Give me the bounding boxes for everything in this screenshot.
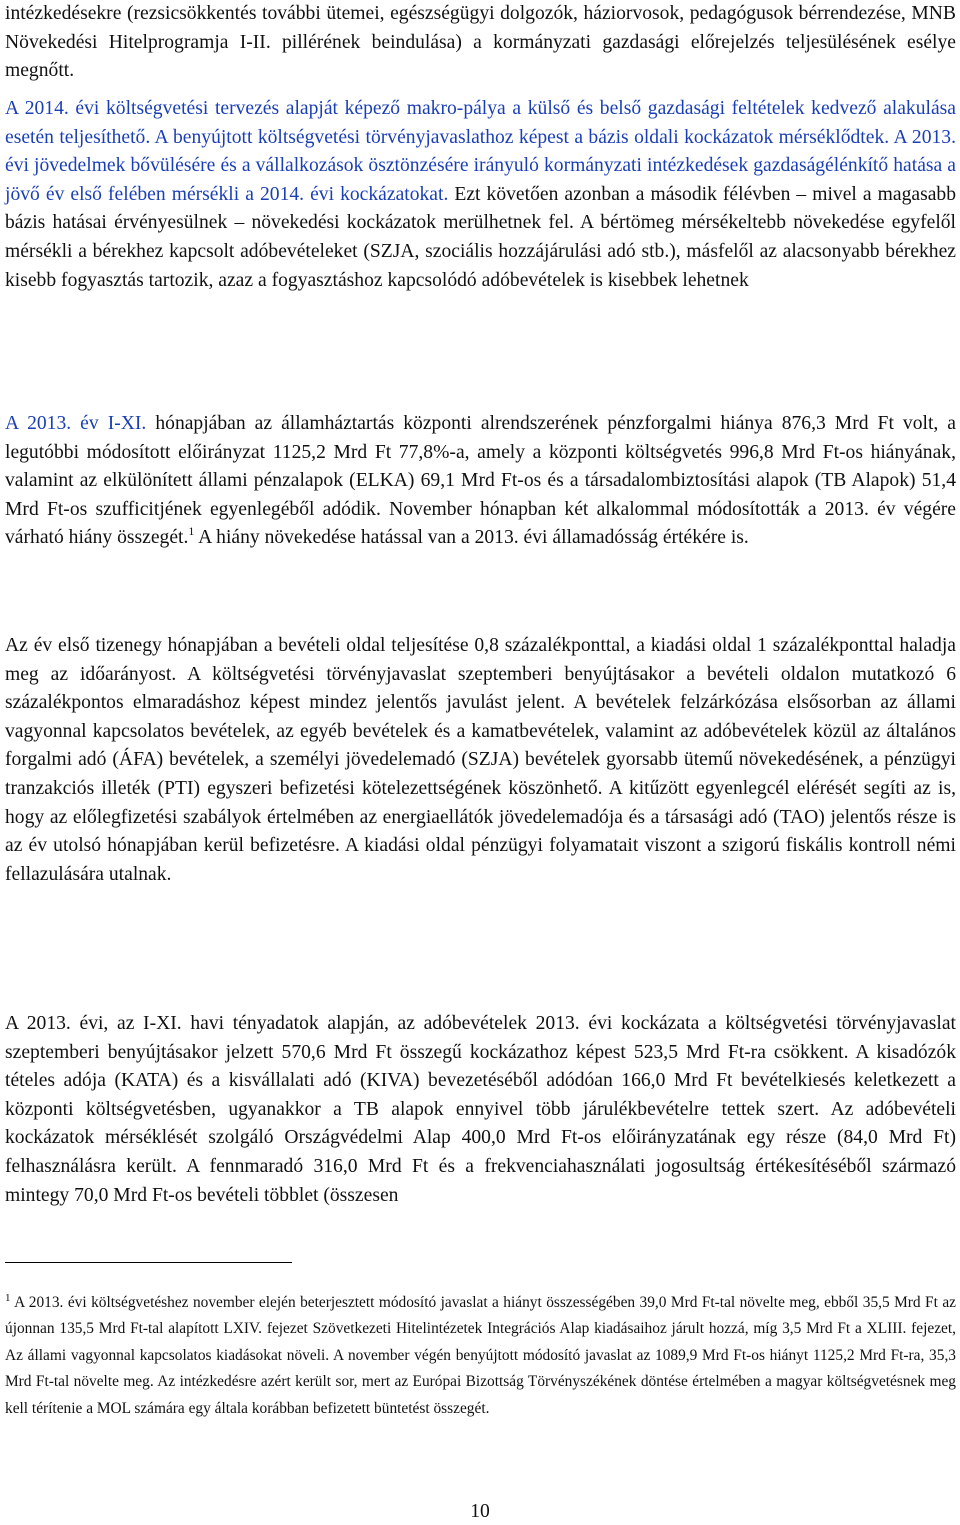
paragraph-revenue-expenditure — [5, 632, 956, 889]
footnote — [5, 1290, 956, 1422]
footnote-divider — [5, 1262, 292, 1263]
paragraph-tax-risk — [5, 1010, 956, 1210]
paragraph-text: hónapjában az államháztartás központi alrendszerének pénzforgalmi hiánya 876,3 Mrd Ft volt, a legutóbbi módosított előirányzat 1125,2 Mrd Ft 77,8%-a, amely a központi költségvetés 996,8 Mrd Ft-os hiányának, valamint az elkülönített állami pénzalapok (ELKA) 69,1 Mrd Ft-os és a társadalombiztosítási alapok (TB Alapok) 51,4 Mrd Ft-os szufficitjének egyenlegéből adódik. November hónapban két alkalommal módosították a 2013. év végére várható hiány összegét. — [5, 413, 957, 549]
footnote-reference[interactable]: 1 — [188, 524, 195, 539]
paragraph-deficit — [5, 410, 956, 553]
footnote-number: 1 — [5, 1292, 11, 1304]
paragraph-intro-continuation — [5, 0, 956, 86]
paragraph-text: Az év első tizenegy hónapjában a bevételi oldal teljesítése 0,8 százalékponttal, a kiadási oldal 1 százalékponttal haladja meg az időarányost. A költségvetési törvényjavaslat szeptemberi benyújtásakor a bevételi oldalon mutatkozó 6 százalékpontos elmaradáshoz képest mindez jelentős javulást jelent. A bevételek felzárkózása elsősorban az állami vagyonnal kapcsolatos bevételek, az egyéb bevételek és a kamatbevételek, valamint az adóbevételek közül az általános forgalmi adó (ÁFA) bevételek, a személyi jövedelemadó (SZJA) bevételek gyorsabb ütemű növekedésének, a pénzügyi tranzakciós illeték (PTI) egyszeri befizetési kötelezettségének köszönhető. A kitűzött egyenlegcél elérését segíti az is, hogy az előlegfizetési szabályok értelmében az energiaellátók jövedelemadója és a társasági adó (TAO) jelentős része is az év utolsó hónapjában kerül befizetésre. A kiadási oldal pénzügyi folyamatait viszont a szigorú fiskális kontroll némi fellazulására utalnak. — [5, 635, 956, 885]
page-number: 10 — [470, 1501, 490, 1522]
highlighted-text: A 2014. évi költségvetési tervezés alapját képező makro-pálya a külső és belső gazdasági feltételek kedvező alakulása esetén teljesíthető. A benyújtott költségvetési törvényjavaslathoz képest a bázis oldali kockázatok mérséklődtek. A 2013. évi jövedelmek bővülésére és a vállalkozások ösztönzésére irányuló kormányzati intézkedések gazdaságélénkítő hatása a jövő év első felében mérsékli a 2014. évi kockázatokat. — [5, 98, 956, 205]
highlighted-text: A 2013. év I-XI. — [5, 413, 147, 434]
paragraph-text-after: A hiány növekedése hatással van a 2013. évi államadósság értékére is. — [194, 527, 749, 549]
paragraph-text: Ezt követően azonban a második félévben – mivel a magasabb bázis hatásai érvényesülnek – növekedési kockázatok merülhetnek fel. A bértömeg mérsékeltebb növekedése egyfelől mérsékli a bérekhez kapcsolt adóbevételeket (SZJA, szociális hozzájárulási adó stb.), másfelől az alacsonyabb bérekhez kisebb fogyasztás tartozik, azaz a fogyasztáshoz kapcsolódó adóbevételek is kisebbek lehetnek — [5, 183, 956, 291]
paragraph-macro-path — [5, 95, 956, 295]
paragraph-text: A 2013. évi, az I-XI. havi tényadatok alapján, az adóbevételek 2013. évi kockázata a költségvetési törvényjavaslat szeptemberi benyújtásakor jelzett 570,6 Mrd Ft összegű kockázathoz képest 523,5 Mrd Ft-ra csökkent. A kisadózók tételes adója (KATA) és a kisvállalati adó (KIVA) bevezetéséből adódóan 166,0 Mrd Ft bevételkiesés keletkezett a központi költségvetésben, ugyanakkor a TB alapok ennyivel több járulékbevételre tettek szert. Az adóbevételi kockázatok mérséklését szolgáló Országvédelmi Alap 400,0 Mrd Ft-os előirányzatának egy része (84,0 Mrd Ft) felhasználásra került. A fennmaradó 316,0 Mrd Ft és a frekvenciahasználati jogosultság értékesítéséből származó mintegy 70,0 Mrd Ft-os bevételi többlet (összesen — [5, 1013, 956, 1206]
paragraph-text: intézkedésekre (rezsicsökkentés további ütemei, egészségügyi dolgozók, háziorvosok, pedagógusok bérrendezése, MNB Növekedési Hitelprogramja I-II. pillérének beindulása) a kormányzati gazdasági előrejelzés teljesülésének esélye megnőtt. — [5, 3, 956, 82]
footnote-text: A 2013. évi költségvetéshez november elején beterjesztett módosító javaslat a hiányt összességében 39,0 Mrd Ft-tal növelte meg, ebből 35,5 Mrd Ft az újonnan 135,5 Mrd Ft-tal alapított LXIV. fejezet Szövetkezeti Hitelintézetek Integrációs Alap kiadásaihoz járult hozzá, míg 3,5 Mrd Ft a XLIII. fejezet, Az állami vagyonnal kapcsolatos kiadásokat növeli. A november végén benyújtott módosító javaslat az 1089,9 Mrd Ft-os hiányt 1125,2 Mrd Ft-ra, 35,3 Mrd Ft-tal növelte meg. Az intézkedésre azért került sor, mert az Európai Bizottság Törvényszékének döntése értelmében a magyar költségvetésnek meg kell térítenie a MOL számára egy általa korábban befizetett büntetést összegét. — [5, 1294, 956, 1417]
